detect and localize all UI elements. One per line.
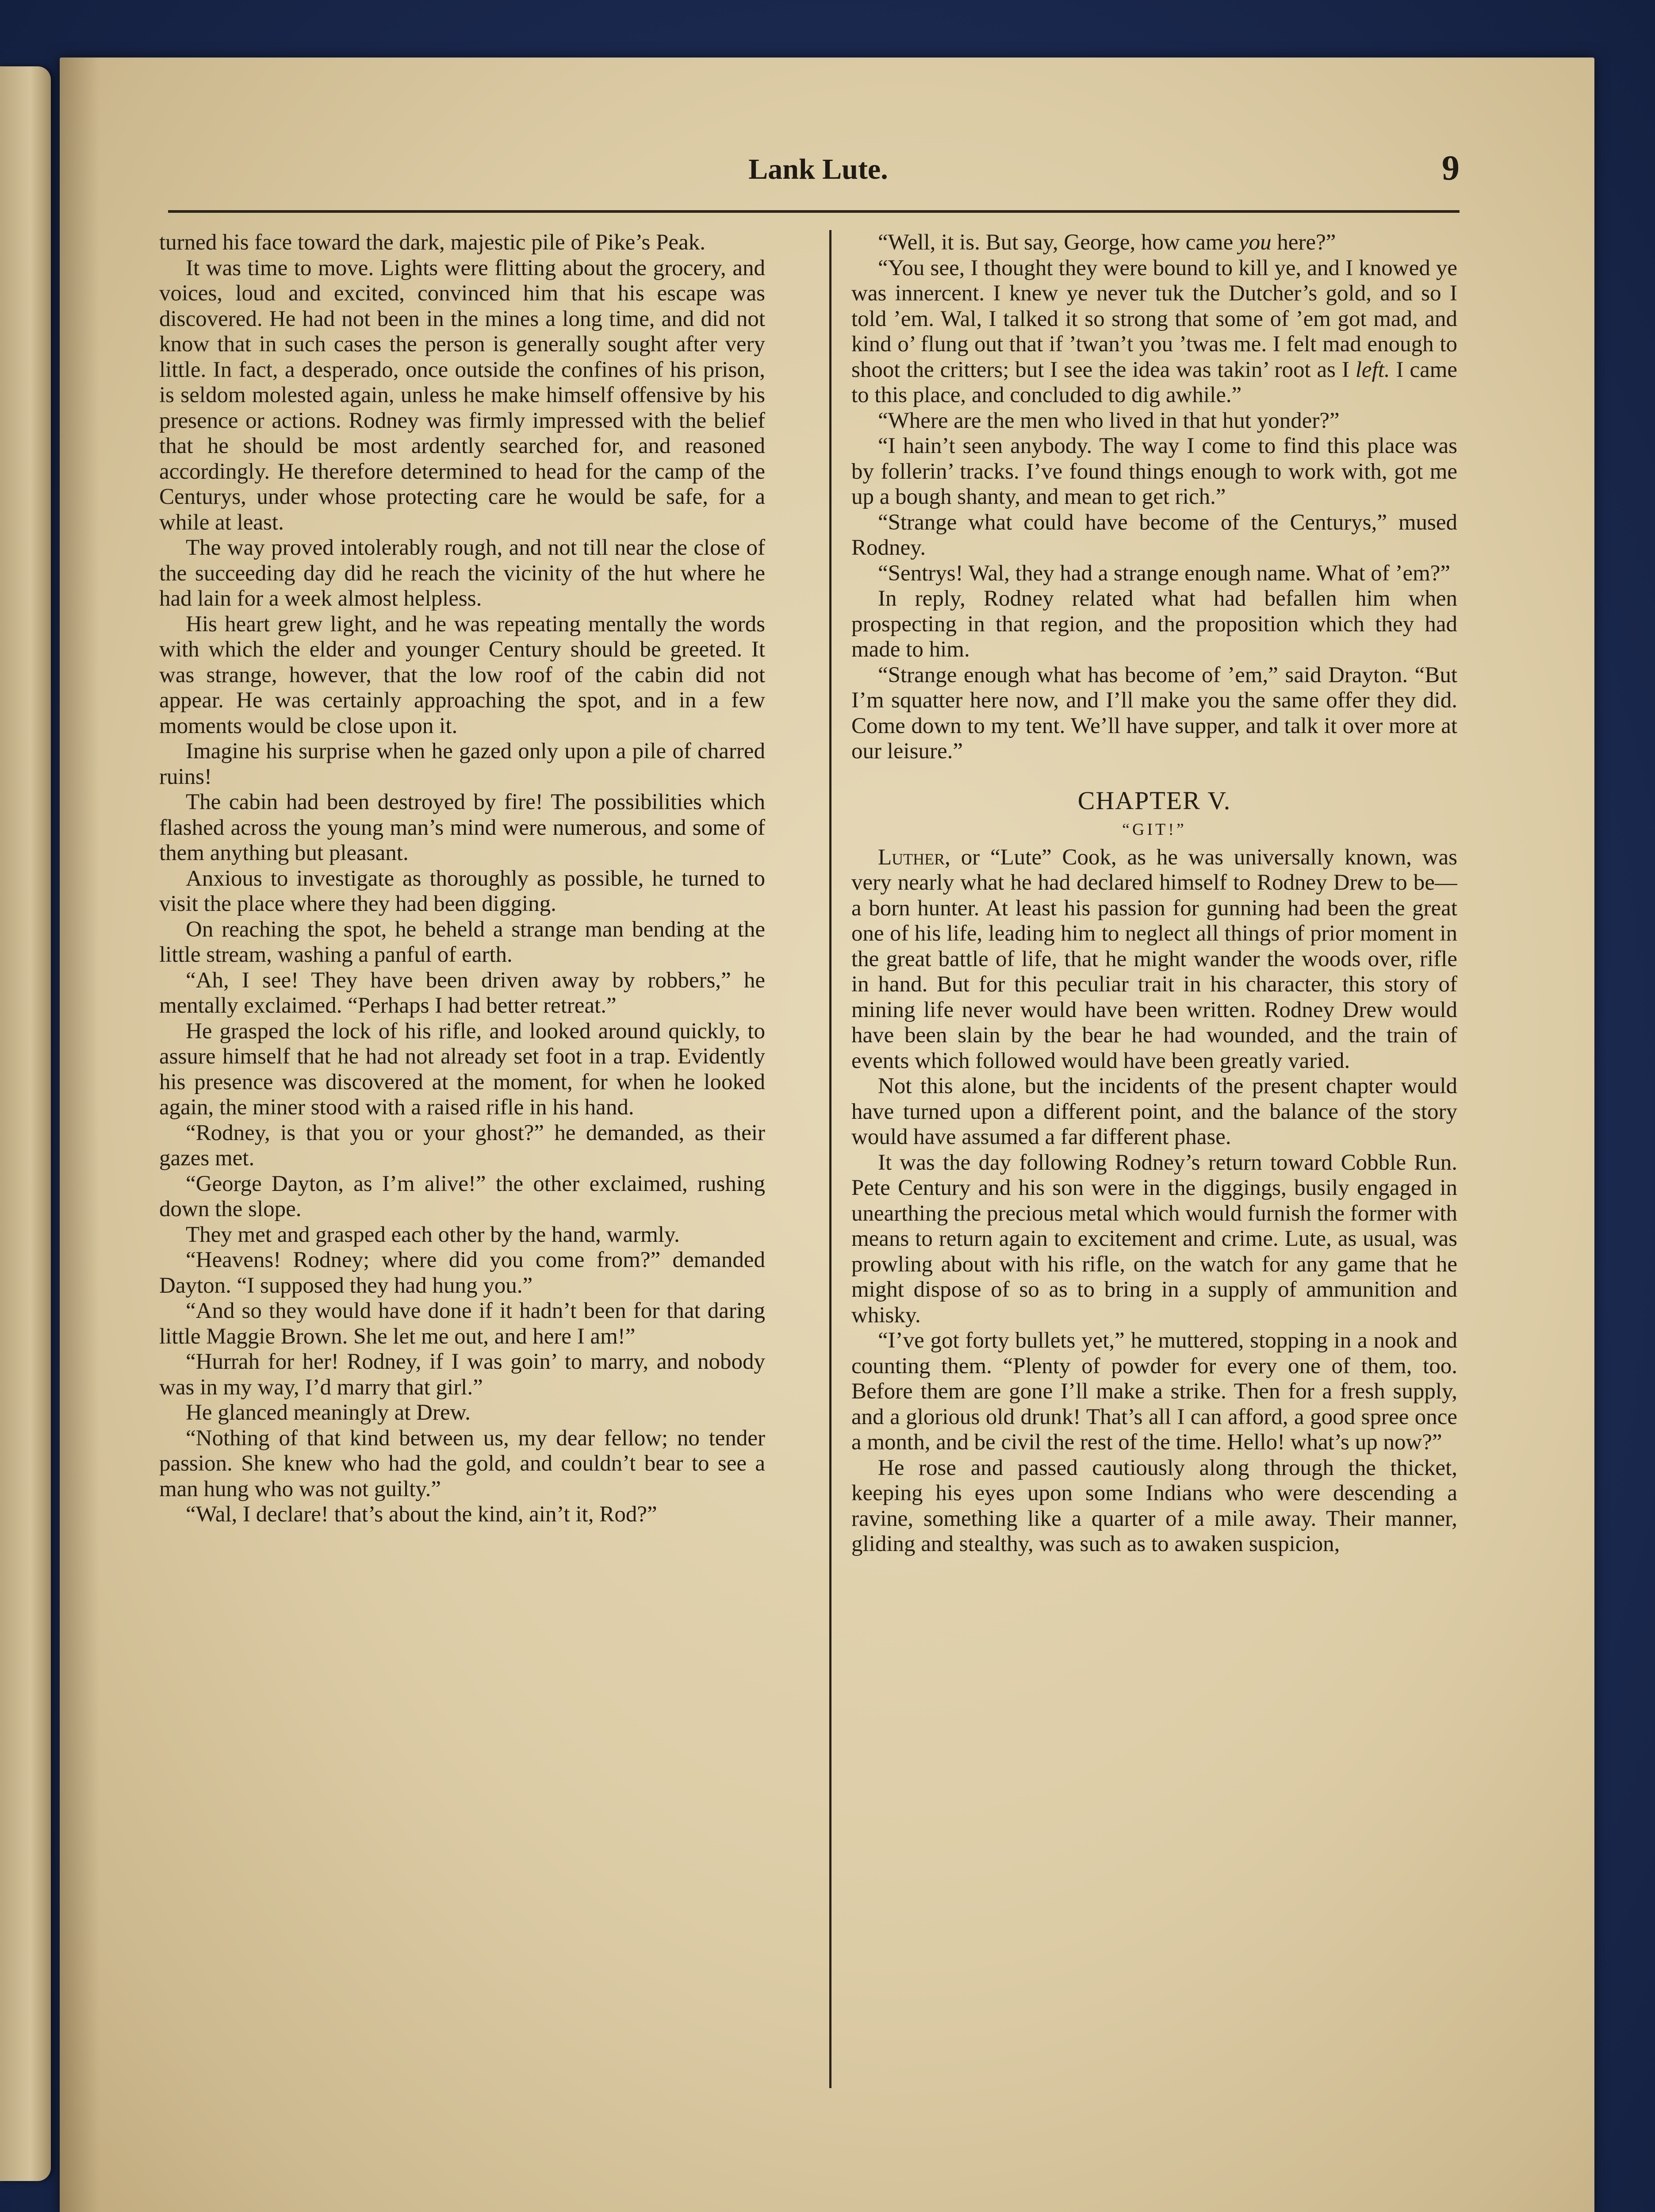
chapter-heading: CHAPTER V. [1077, 786, 1231, 815]
paragraph: “Sentrys! Wal, they had a strange enough name. What of ’em?” [878, 561, 1451, 586]
paragraph: It was time to move. Lights were flitting about the grocery, and voices, loud and excited, convinced him that his escape was discovered. He had not been in the mines a long time, and did not know that in such cases the person is generally sought after very little. In fact, a desperado, once outside the confines of his prison, is seldom molested again, unless he make himself offensive by his presence or actions. Rodney was firmly impressed with the belief that he should be most ardently searched for, and reasoned accordingly. He therefore determined to head for the camp of the Centurys, under whose protecting care he would be safe, for a while at least. [159, 255, 765, 535]
paragraph: “I hain’t seen anybody. The way I come to find this place was by follerin’ tracks. I’ve found things enough to work with, got me up a bough shanty, and mean to get rich.” [851, 434, 1457, 509]
paragraph [851, 845, 1457, 1074]
paragraph: He grasped the lock of his rifle, and looked around quickly, to assure himself that he had not already set foot in a trap. Evidently his presence was discovered at the moment, for when he looked again, the miner stood with a raised rifle in his hand. [159, 1018, 765, 1120]
text-run: or “Lute” Cook, as he was universally known, was very nearly what he had declared himself to Rodney Drew to be—a born hunter. At least his passion for gunning had been the great one of his life, leading him to neglect all things of prior moment in the great battle of life, that he might wander the woods over, rifle in hand. But for this peculiar trait in his character, this story of mining life never would have been written. Rodney Drew would have been slain by the bear he had wounded, and the train of events which followed would have been greatly varied. [851, 845, 1457, 1073]
paragraph: “Where are the men who lived in that hut yonder?” [878, 408, 1340, 433]
paragraph: The way proved intolerably rough, and not till near the close of the succeeding day did he reach the vicinity of the hut where he had lain for a week almost helpless. [159, 535, 765, 611]
paragraph: The cabin had been destroyed by fire! The possibilities which flashed across the young man’s mind were numerous, and some of them anything but pleasant. [159, 790, 765, 865]
text-run: “You see, I thought they were bound to kill ye, and I knowed ye was innercent. I knew ye never tuk the Dutcher’s gold, and so I told ’em. Wal, I talked it so strong that some of ’em got mad, and kind o’ flung out that if ’twan’t you ’twas me. I felt mad enough to shoot the critters; but I see the idea was takin’ root as I [851, 255, 1457, 382]
right-column [851, 230, 1457, 2097]
paragraph: Imagine his surprise when he gazed only upon a pile of charred ruins! [159, 739, 765, 789]
paragraph: They met and grasped each other by the hand, warmly. [186, 1222, 680, 1247]
emphasis: left. [1355, 357, 1390, 382]
text-run: I came to this place, and concluded to dig awhile.” [851, 357, 1457, 407]
paragraph: He glanced meaningly at Drew. [186, 1400, 471, 1425]
paragraph: He rose and passed cautiously along through the thicket, keeping his eyes upon some Indians who were descending a ravine, something like a quarter of a mile away. Their manner, gliding and stealthy, was such as to awaken suspicion, [851, 1455, 1457, 1556]
paragraph: “Strange enough what has become of ’em,” said Drayton. “But I’m squatter here now, and I’ll make you the same offer they did. Come down to my tent. We’ll have supper, and talk it over more at our leisure.” [851, 662, 1457, 764]
text-run: “Well, it is. But say, George, how came [878, 230, 1239, 255]
paragraph: “And so they would have done if it hadn’t been for that daring little Maggie Brown. She let me out, and here I am!” [159, 1298, 765, 1349]
paragraph: Not this alone, but the incidents of the present chapter would have turned upon a different point, and the balance of the story would have assumed a far different phase. [851, 1074, 1457, 1149]
paragraph: “Hurrah for her! Rodney, if I was goin’ to marry, and nobody was in my way, I’d marry that girl.” [159, 1349, 765, 1400]
paragraph: In reply, Rodney related what had befallen him when prospecting in that region, and the proposition which they had made to him. [851, 586, 1457, 662]
chapter-subtitle: “GIT!” [1122, 820, 1187, 839]
paragraph: On reaching the spot, he beheld a strange man bending at the little stream, washing a panful of earth. [159, 917, 765, 967]
left-column [159, 230, 765, 2097]
header-rule [168, 210, 1460, 213]
paragraph [851, 256, 1457, 408]
spine-shadow [60, 58, 100, 2212]
page-number: 9 [1442, 149, 1460, 188]
paragraph: “Strange what could have become of the Centurys,” mused Rodney. [851, 510, 1457, 560]
running-title: Lank Lute. [748, 153, 888, 185]
running-head [177, 149, 1460, 241]
paragraph: Anxious to investigate as thoroughly as possible, he turned to visit the place where they had been digging. [159, 866, 765, 916]
paragraph: “Nothing of that kind between us, my dear fellow; no tender passion. She knew who had the gold, and couldn’t bear to see a man hung who was not guilty.” [159, 1425, 765, 1502]
paragraph: “George Dayton, as I’m alive!” the other exclaimed, rushing down the slope. [159, 1171, 765, 1221]
emphasis: you [1238, 230, 1272, 255]
lead-word: Luther, [878, 845, 950, 870]
paragraph: “I’ve got forty bullets yet,” he muttered, stopping in a nook and counting them. “Plenty of powder for every one of them, too. Before them are gone I’ll make a strike. Then for a fresh supply, and a glorious old drunk! That’s all I can afford, a good spree once a month, and be civil the rest of the time. Hello! what’s up now?” [851, 1328, 1457, 1455]
paragraph: “Ah, I see! They have been driven away by robbers,” he mentally exclaimed. “Perhaps I had better retreat.” [159, 968, 765, 1018]
paragraph: It was the day following Rodney’s return toward Cobble Run. Pete Century and his son were in the diggings, busily engaged in unearthing the precious metal which would furnish the former with means to return again to excitement and crime. Lute, as usual, was prowling about with his rifle, on the watch for any game that he might dispose of so as to bring in a supply of ammunition and whisky. [851, 1150, 1457, 1328]
paragraph: turned his face toward the dark, majestic pile of Pike’s Peak. [159, 230, 705, 255]
paragraph: “Rodney, is that you or your ghost?” he demanded, as their gazes met. [159, 1120, 765, 1171]
paragraph [851, 230, 1457, 256]
paragraph: “Wal, I declare! that’s about the kind, ain’t it, Rod?” [186, 1502, 657, 1527]
text-run: here?” [1271, 230, 1336, 255]
paragraph: His heart grew light, and he was repeating mentally the words with which the elder and younger Century should be greeted. It was strange, however, that the low roof of the cabin did not appear. He was certainly approaching the spot, and in a few moments would be close upon it. [159, 611, 765, 738]
column-divider [829, 230, 831, 2088]
paragraph: “Heavens! Rodney; where did you come from?” demanded Dayton. “I supposed they had hung you.” [159, 1248, 765, 1298]
facing-page-edge [0, 66, 51, 2181]
